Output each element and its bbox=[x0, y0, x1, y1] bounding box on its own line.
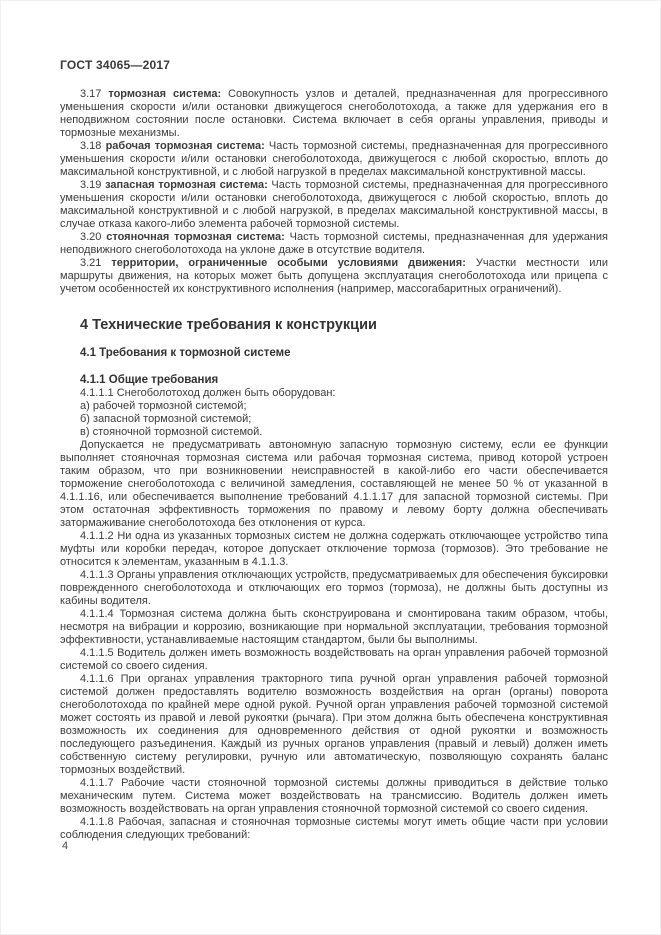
definition-number: 3.21 bbox=[80, 257, 102, 269]
definition-text: Часть тормозной системы, предназначенная для прогрессивного уменьшения скорости и/или остановки снегоболотохода, движущегося с любой скоростью, вплоть до максимальной конструктивной и с любой нагрузкой, в пределах максимальной конструктивной массы, в случае отказа какого-либо элемента рабочей тормозной системы. bbox=[60, 179, 608, 230]
definition-number: 3.19 bbox=[80, 179, 102, 191]
definition-number: 3.17 bbox=[80, 88, 102, 100]
definition-text: Часть тормозной системы, предназначенная для удержания неподвижного снегоболотохода на уклоне даже в отсутствие водителя. bbox=[60, 231, 608, 256]
definition-term: территории, ограниченные особыми условиями движения: bbox=[111, 257, 466, 269]
definition-3-20 bbox=[60, 231, 608, 257]
definition-text: Участки местности или маршруты движения, на которых может быть допущена эксплуатация снегоболотохода или прицепа с учетом особенностей их конструктивного исполнения (например, массогабаритных ограничений). bbox=[60, 257, 608, 295]
page-content bbox=[60, 88, 608, 842]
paragraph-4-1-1-5: 4.1.1.5 Водитель должен иметь возможность воздействовать на орган управления рабочей тормозной системой со своего сидения. bbox=[60, 647, 608, 672]
list-item-a: а) рабочей тормозной системой; bbox=[80, 400, 247, 412]
definition-term: стояночная тормозная система: bbox=[106, 231, 285, 243]
subsection-heading-4-1: 4.1 Требования к тормозной системе bbox=[80, 347, 291, 359]
definition-3-19 bbox=[60, 179, 608, 231]
document-header-gost-number: ГОСТ 34065—2017 bbox=[60, 58, 171, 72]
list-item-b: б) запасной тормозной системой; bbox=[80, 413, 252, 425]
definition-3-17 bbox=[60, 88, 608, 140]
definition-term: тормозная система: bbox=[108, 88, 222, 100]
definition-number: 3.18 bbox=[80, 140, 102, 152]
section-heading-4: 4 Технические требования к конструкции bbox=[80, 317, 377, 333]
definition-term: рабочая тормозная система: bbox=[105, 140, 265, 152]
paragraph-allowance: Допускается не предусматривать автономную запасную тормозную систему, если ее функции выполняет стояночная тормозная система или рабочая тормозная система, привод которой устроен таким образом, что при возникновении неисправностей в какой-либо его части обеспечивается торможение снегоболотохода с величиной замедления, составляющей не менее 50 % от указанной в 4.1.1.16, или обеспечивается выполнение требований 4.1.1.17 для запасной тормозной системы. При этом остаточная эффективность торможения по правому и левому борту должна обеспечивать затормаживание снегоболотохода без отклонения от курса. bbox=[60, 439, 608, 529]
definition-text: Часть тормозной системы, предназначенная для прогрессивного уменьшения скорости и/или остановки снегоболотохода, движущегося с любой скоростью, вплоть до максимальной конструктивной, и с любой нагрузкой в пределах максимальной конструктивной массы. bbox=[60, 140, 608, 178]
paragraph-4-1-1-4: 4.1.1.4 Тормозная система должна быть сконструирована и смонтирована таким образом, чтобы, несмотря на вибрации и коррозию, возникающие при нормальной эксплуатации, требования тормозной эффективности, устанавливаемые настоящим стандартом, были бы выполнимы. bbox=[60, 608, 608, 646]
definition-3-18 bbox=[60, 140, 608, 179]
paragraph-4-1-1-7: 4.1.1.7 Рабочие части стояночной тормозной системы должны приводиться в действие только механическим путем. Система может воздействовать на трансмиссию. Водитель должен иметь возможность воздействовать на орган управления стояночной тормозной системой со своего сидения. bbox=[60, 777, 608, 815]
definition-text: Совокупность узлов и деталей, предназначенная для прогрессивного уменьшения скорости и/или остановки движущегося снегоболотохода, а также для удержания его в неподвижном состоянии после остановки. Система включает в себя органы управления, приводы и тормозные механизмы. bbox=[60, 88, 609, 139]
paragraph-4-1-1-2: 4.1.1.2 Ни одна из указанных тормозных систем не должна содержать отключающее устройство типа муфты или коробки передач, которое допускает отключение тормоза (тормозов). Это требование не относится к элементам, указанным в 4.1.1.3. bbox=[60, 530, 608, 568]
paragraph-4-1-1-8: 4.1.1.8 Рабочая, запасная и стояночная тормозные системы могут иметь общие части при условии соблюдения следующих требований: bbox=[60, 816, 608, 841]
definition-term: запасная тормозная система: bbox=[105, 179, 268, 191]
paragraph-4-1-1-3: 4.1.1.3 Органы управления отключающих устройств, предусматриваемых для обеспечения буксировки поврежденного снегоболотохода и отключающих его тормоз (тормоза), не должны быть доступны из кабины водителя. bbox=[60, 569, 608, 607]
definition-3-21 bbox=[60, 257, 608, 296]
list-item-v: в) стояночной тормозной системой. bbox=[80, 426, 263, 438]
subsection-heading-4-1-1: 4.1.1 Общие требования bbox=[80, 374, 219, 386]
definition-number: 3.20 bbox=[80, 231, 102, 243]
paragraph-4-1-1-6: 4.1.1.6 При органах управления тракторного типа ручной орган управления рабочей тормозной системой должен предоставлять водителю возможность воздействия на орган (органы) поворота снегоболотохода по крайней мере одной рукой. Ручной орган управления рабочей тормозной системой может состоять из правой и левой рукоятки (рычага). При этом должна быть обеспечена конструктивная возможность их соединения для одновременного действия от одной рукоятки и возможность последующего разъединения. Каждый из ручных органов управления (правый и левый) должен иметь собственную систему регулировки, ручную или автоматическую, позволяющую сохранять баланс тормозных воздействий. bbox=[60, 673, 608, 776]
paragraph-4-1-1-1: 4.1.1.1 Снегоболотоход должен быть оборудован: bbox=[80, 387, 336, 399]
page-number: 4 bbox=[62, 840, 69, 852]
